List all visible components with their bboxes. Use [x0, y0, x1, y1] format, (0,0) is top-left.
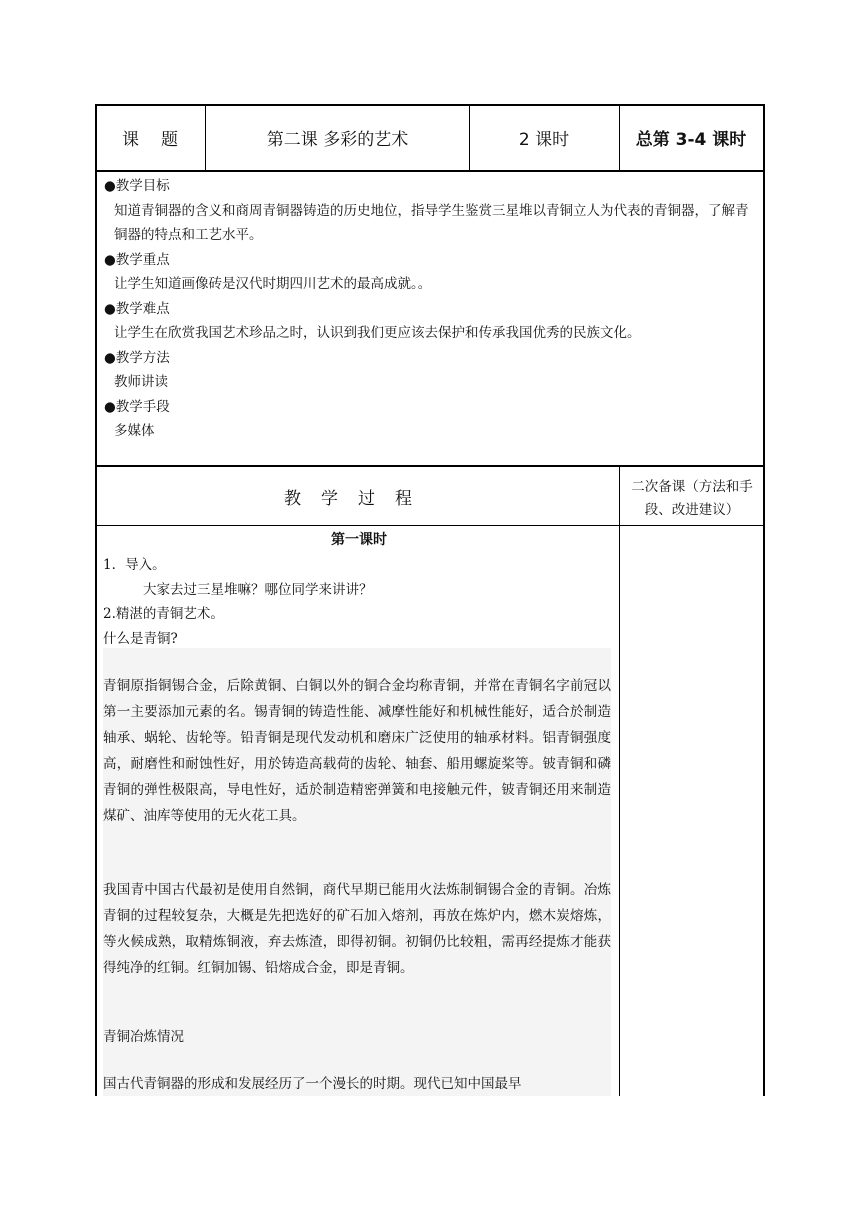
step-2: 2.精湛的青铜艺术。	[103, 606, 224, 622]
objective-text: 知道青铜器的含义和商周青铜器铸造的历史地位，指导学生鉴赏三星堆以青铜立人为代表的青铜器，了解青铜器的特点和工艺水平。	[114, 202, 749, 243]
paragraph-1: 青铜原指铜锡合金，后除黄铜、白铜以外的铜合金均称青铜，并常在青铜名字前冠以第一主要添加元素的名。锡青铜的铸造性能、减摩性能好和机械性能好，适合於制造轴承、蜗轮、齿轮等。铅青铜是现代发动机和磨床广泛使用的轴承材料。铝青铜强度高，耐磨性和耐蚀性好，用於铸造高载荷的齿轮、轴套、船用螺旋桨等。铍青铜和磷青铜的弹性极限高，导电性好，适於制造精密弹簧和电接触元件，铍青铜还用来制造煤矿、油库等使用的无火花工具。	[103, 678, 611, 824]
step-1-text: 大家去过三星堆嘛？哪位同学来讲讲？	[143, 581, 373, 598]
key-point-text: 让学生知道画像砖是汉代时期四川艺术的最高成就。。	[114, 276, 432, 292]
objective-heading: ●教学目标	[104, 178, 170, 194]
means-heading: ●教学手段	[104, 398, 170, 415]
objectives-section	[97, 174, 761, 464]
subject-label: 课题	[95, 104, 206, 170]
method-heading: ●教学方法	[104, 349, 170, 366]
divider	[95, 525, 765, 526]
step-1: 1．导入。	[103, 557, 166, 573]
difficulty-text: 让学生在欣赏我国艺术珍品之时，认识到我们更应该去保护和传承我国优秀的民族文化。	[114, 325, 641, 341]
method-text: 教师讲读	[114, 374, 168, 390]
paragraph-2: 我国青中国古代最初是使用自然铜，商代早期已能用火法炼制铜锡合金的青铜。冶炼青铜的过程较复杂，大概是先把选好的矿石加入熔剂，再放在炼炉内，燃木炭熔炼，等火候成熟，取精炼铜液，弃去炼渣，即得初铜。初铜仍比较粗，需再经提炼才能获得纯净的红铜。红铜加锡、铅熔成合金，即是青铜。	[103, 882, 611, 976]
question: 什么是青铜?	[103, 630, 178, 647]
total-hours: 总第 3-4 课时	[635, 129, 747, 150]
column-divider	[619, 467, 620, 1096]
lesson-heading: 第一课时	[331, 532, 387, 548]
subheading: 青铜冶炼情况	[103, 1029, 184, 1045]
means-text: 多媒体	[114, 423, 155, 439]
paragraph-3: 国古代青铜器的形成和发展经历了一个漫长的时期。现代已知中国最早	[103, 1076, 522, 1092]
header-row	[95, 104, 765, 172]
lesson-hours: 2 课时	[469, 104, 620, 170]
lesson-title: 第二课 多彩的艺术	[206, 104, 470, 170]
lesson-content	[103, 527, 615, 651]
process-title: 教学过程	[284, 488, 432, 509]
difficulty-heading: ●教学难点	[104, 300, 170, 317]
second-prep-header: 二次备课（方法和手段、改进建议）	[631, 479, 753, 518]
key-point-heading: ●教学重点	[104, 251, 170, 268]
